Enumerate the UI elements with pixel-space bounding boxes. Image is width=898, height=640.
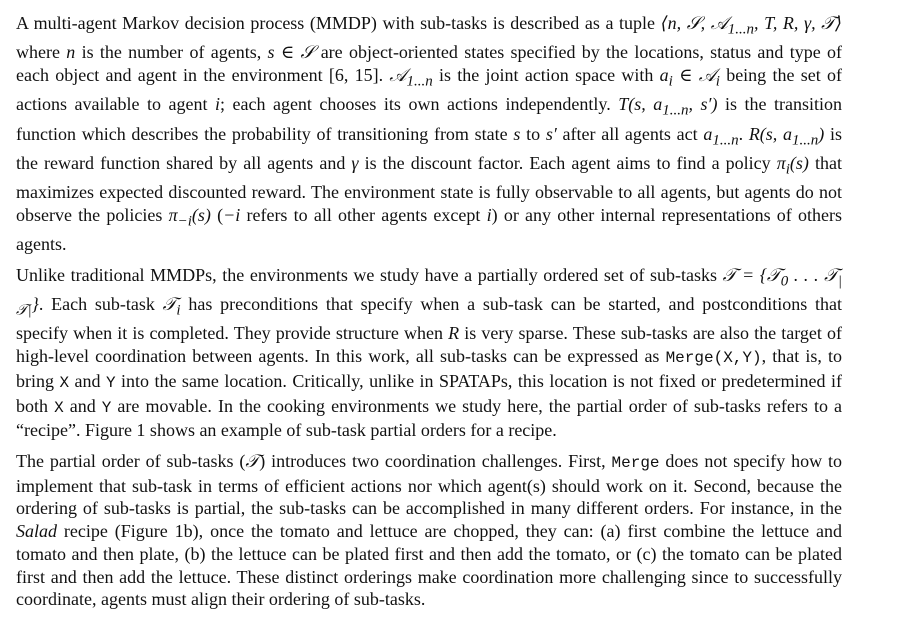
- math-inline: . . . 𝒯: [788, 264, 838, 285]
- math-inline: T(s, a: [618, 94, 663, 115]
- math-inline: R(s, a: [748, 123, 793, 144]
- math-inline: 𝒯 = {𝒯: [722, 264, 781, 285]
- text-segment: where: [16, 42, 67, 63]
- paper-body: [16, 12, 842, 619]
- text-segment: are movable. In the cooking environments we study here, the partial order of sub-tasks refers to a “recipe”. Figure 1 shows an example of sub-task partial orders for a recipe.: [16, 395, 842, 441]
- math-inline: s ∈ 𝒮: [267, 42, 315, 63]
- text-segment: does not specify how to implement that sub-task in terms of efficient actions nor which agent(s) should work on it. Second, because the ordering of sub-tasks is partial, the sub-tasks can be accomplished in many different orders. For instance, in the: [16, 451, 842, 519]
- text-segment: , that is, to bring: [16, 346, 842, 391]
- math-inline: a: [659, 65, 669, 85]
- text-segment: has preconditions that specify when a sub-task can be started, and postconditions that specify when it is completed. They provide structure when: [16, 294, 842, 344]
- text-segment: and: [69, 370, 106, 391]
- math-inline: γ: [351, 152, 359, 173]
- text-segment: The partial order of sub-tasks (: [16, 451, 246, 471]
- text-segment: .: [738, 123, 749, 144]
- math-inline: i: [214, 94, 220, 115]
- text-segment: and: [63, 395, 102, 416]
- text-segment: is very sparse. These sub-tasks are also the target of high-level coordination between agents. In this work, all sub-tasks can be expressed as: [16, 323, 842, 367]
- code-inline: X: [59, 373, 70, 392]
- math-inline: 𝒜: [389, 65, 407, 85]
- math-inline: ∈ 𝒜: [672, 65, 716, 85]
- paragraph-mmdp-definition: [16, 12, 842, 256]
- math-inline: s′: [545, 123, 557, 144]
- math-subscript: −i: [177, 213, 192, 230]
- text-segment: into the same location. Critically, unlike in SPATAPs, this location is not fixed or predetermined if both: [16, 370, 842, 416]
- text-segment: being the set of actions available to agent: [16, 65, 843, 115]
- math-inline: i: [486, 204, 492, 225]
- math-inline: π: [168, 204, 178, 225]
- math-inline: −i: [223, 204, 241, 225]
- text-segment: Unlike traditional MMDPs, the environments we study have a partially ordered set of sub-tasks: [16, 264, 723, 285]
- math-inline: n: [66, 42, 76, 63]
- text-segment: ) or any other internal representations of others agents.: [16, 204, 842, 255]
- text-segment: after all agents act: [556, 123, 704, 144]
- text-segment: is the transition function which describes the probability of transitioning from state: [16, 94, 842, 144]
- math-subscript: i: [176, 302, 181, 319]
- math-inline: , T, R, γ, 𝒯⟩: [754, 13, 842, 33]
- text-segment: is the number of agents,: [75, 42, 268, 63]
- math-inline: a: [703, 123, 713, 144]
- text-segment: . Each sub-task: [38, 294, 163, 315]
- math-inline: π: [776, 152, 786, 173]
- text-segment: is the joint action space with: [432, 65, 660, 85]
- text-segment: (: [210, 204, 224, 225]
- math-inline: s: [513, 123, 521, 144]
- text-segment: are object-oriented states specified by the locations, status and type of each object and agent in the environment [6, 15].: [16, 42, 842, 85]
- paragraph-coordination-challenges: [16, 450, 842, 611]
- code-inline: Y: [105, 373, 116, 392]
- text-segment: that maximizes expected discounted reward. The environment state is fully observable to all agents, but agents do not observe the policies: [16, 152, 842, 225]
- math-subscript: 1...n: [712, 132, 739, 149]
- math-inline: (s): [789, 152, 809, 173]
- emphasis-text: Salad: [16, 521, 58, 542]
- paragraph-sub-tasks: [16, 264, 842, 442]
- code-inline: Merge: [611, 454, 660, 472]
- math-subscript: i: [668, 73, 673, 90]
- math-subscript: i: [785, 161, 790, 178]
- text-segment: recipe (Figure 1b), once the tomato and lettuce are chopped, they can: (a) first combine the lettuce and tomato and then plate, (b) the lettuce can be plated first and then add the tomato, or (c) the tomato can be plated first and then add the lettuce. These distinct orderings make coordination more challenging since to successfully coordinate, agents must align their ordering of sub-tasks.: [16, 521, 842, 610]
- text-segment: A multi-agent Markov decision process (MMDP) with sub-tasks is described as a tuple: [16, 13, 661, 33]
- text-segment: is the reward function shared by all agents and: [16, 123, 843, 173]
- text-segment: refers to all other agents except: [240, 204, 487, 225]
- math-inline: 𝒯: [162, 294, 177, 315]
- math-inline: 𝒯: [245, 451, 260, 471]
- text-segment: ) introduces two coordination challenges. First,: [259, 451, 612, 471]
- math-subscript: i: [715, 73, 720, 90]
- math-subscript: 1...n: [662, 102, 689, 119]
- code-inline: Merge(X,Y): [665, 349, 762, 368]
- text-segment: ; each agent chooses its own actions independently.: [219, 94, 619, 115]
- code-inline: Y: [101, 398, 112, 417]
- math-subscript: 1...n: [792, 132, 819, 149]
- text-segment: to: [520, 123, 546, 144]
- math-subscript: 1...n: [406, 73, 433, 90]
- math-subscript: 1...n: [727, 21, 755, 38]
- math-inline: (s): [191, 204, 211, 225]
- math-subscript: 0: [780, 273, 789, 290]
- math-inline: ⟨n, 𝒮, 𝒜: [660, 13, 728, 33]
- math-inline: , s′): [688, 94, 718, 115]
- math-inline: R: [448, 323, 460, 344]
- text-segment: is the discount factor. Each agent aims to find a policy: [358, 152, 777, 173]
- math-inline: ): [818, 123, 825, 144]
- math-subscript: |𝒯|: [16, 273, 843, 319]
- code-inline: X: [54, 398, 64, 417]
- math-inline: }: [31, 294, 39, 315]
